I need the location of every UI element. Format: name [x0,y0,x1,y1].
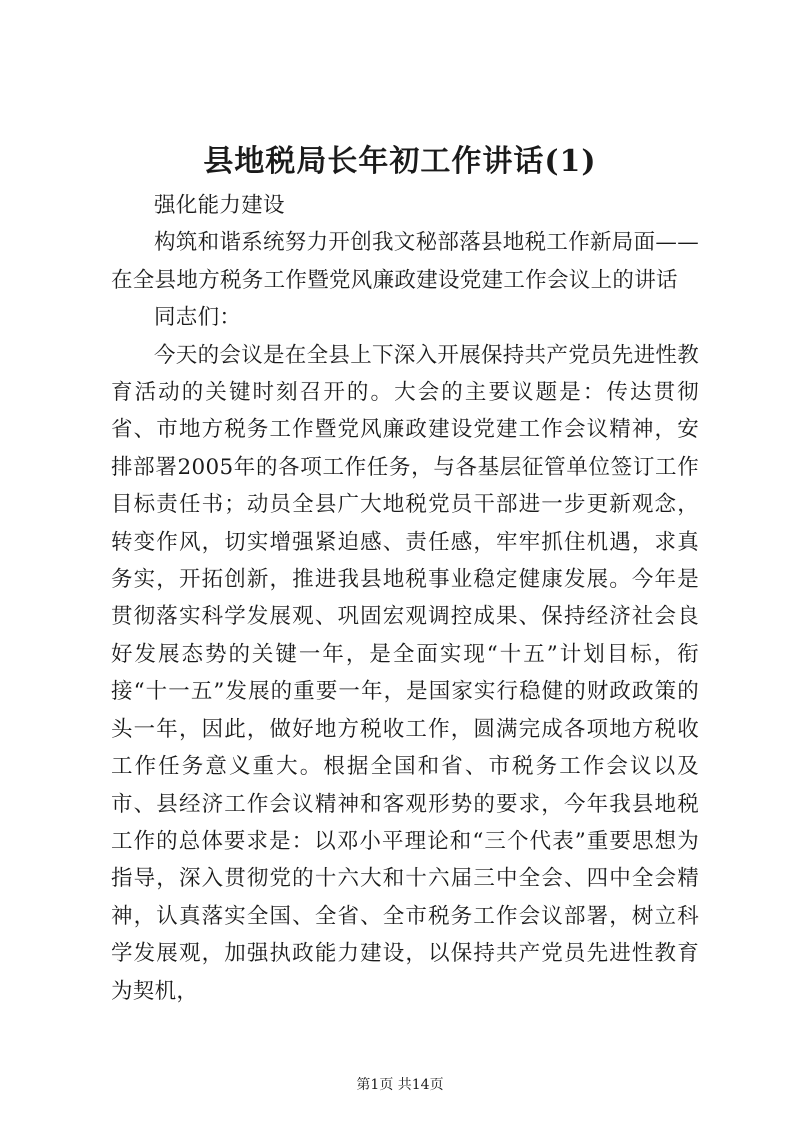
page-footer [0,1075,800,1095]
section-heading: 强化能力建设 [154,193,285,218]
page-number: 第1页 共14页 [356,1077,444,1093]
document-body [111,187,699,1010]
salutation-paragraph: 同志们： [154,305,242,331]
document-title: 县地税局长年初工作讲话(1) [203,144,597,179]
body-paragraph: 今天的会议是在全县上下深入开展保持共产党员先进性教育活动的关键时刻召开的。大会的主要议题是：传达贯彻省、市地方税务工作暨党风廉政建设党建工作会议精神，安排部署2005年的各项工作任务，与各基层征管单位签订工作目标责任书；动员全县广大地税党员干部进一步更新观念，转变作风，切实增强紧迫感、责任感，牢牢抓住机遇，求真务实，开拓创新，推进我县地税事业稳定健康发展。今年是贯彻落实科学发展观、巩固宏观调控成果、保持经济社会良好发展态势的关键一年，是全面实现“十五”计划目标，衔接“十一五”发展的重要一年，是国家实行稳健的财政政策的头一年，因此，做好地方税收工作，圆满完成各项地方税收工作任务意义重大。根据全国和省、市税务工作会议以及市、县经济工作会议精神和客观形势的要求，今年我县地税工作的总体要求是：以邓小平理论和“三个代表”重要思想为指导，深入贯彻党的十六大和十六届三中全会、四中全会精神，认真落实全国、全省、全市税务工作会议部署，树立科学发展观，加强执政能力建设，以保持共产党员先进性教育为契机， [111,342,700,1004]
speech-title-paragraph: 构筑和谐系统努力开创我文秘部落县地税工作新局面——在全县地方税务工作暨党风廉政建设党建工作会议上的讲话 [111,230,700,293]
